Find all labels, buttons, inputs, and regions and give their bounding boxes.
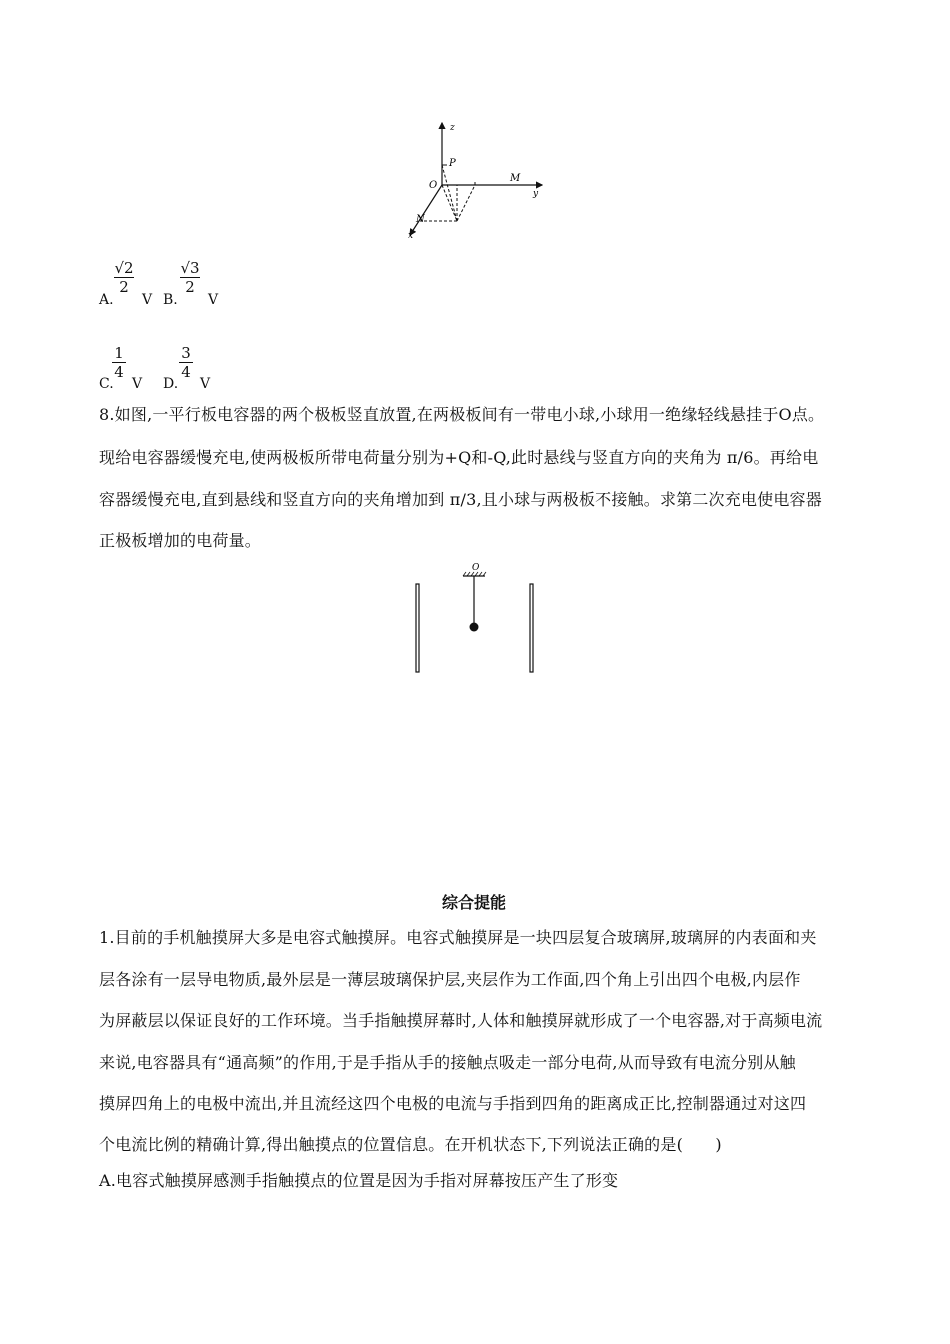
label-o-point: O — [472, 563, 480, 573]
section-question-1-line: 个电流比例的精确计算,得出触摸点的位置信息。在开机状态下,下列说法正确的是( ) — [99, 1135, 722, 1154]
section-title: 综合提能 — [442, 893, 507, 912]
option-b-denominator: 2 — [185, 278, 195, 296]
dashed-line — [457, 185, 475, 221]
charged-ball — [470, 623, 479, 632]
question-8-line: 正极板增加的电荷量。 — [99, 531, 262, 550]
option-a-fraction — [114, 260, 134, 295]
x-axis — [410, 185, 442, 235]
section-question-1-line: 1.目前的手机触摸屏大多是电容式触摸屏。电容式触摸屏是一块四层复合玻璃屏,玻璃屏的内表面和夹 — [99, 928, 817, 947]
option-b-fraction — [180, 260, 200, 295]
option-a-letter: A. — [99, 292, 114, 308]
label-o: O — [429, 180, 438, 191]
question-8-line: 8.如图,一平行板电容器的两个极板竖直放置,在两极板间有一带电小球,小球用一绝缘轻线悬挂于O点。 — [99, 405, 825, 424]
option-b-letter: B. — [163, 292, 178, 308]
label-n: N — [416, 214, 425, 225]
option-d-unit: V — [200, 376, 211, 392]
option-d-letter: D. — [163, 376, 179, 392]
option-a-denominator: 2 — [119, 278, 129, 296]
section-question-1-line: 摸屏四角上的电极中流出,并且流经这四个电极的电流与手指到四角的距离成正比,控制器通过对这四 — [99, 1094, 807, 1113]
label-p: P — [449, 158, 456, 169]
axes-figure — [405, 118, 550, 240]
label-m: M — [510, 173, 521, 184]
option-a-numerator: √2 — [114, 259, 134, 277]
label-y: y — [533, 189, 539, 199]
option-d-numerator: 3 — [181, 344, 191, 362]
section-question-1-line: 层各涂有一层导电物质,最外层是一薄层玻璃保护层,夹层作为工作面,四个角上引出四个电极,内层作 — [99, 970, 801, 989]
question-8-line: 现给电容器缓慢充电,使两极板所带电荷量分别为+Q和-Q,此时悬线与竖直方向的夹角为 π/6。再给电 — [99, 448, 819, 467]
dashed-line — [442, 185, 457, 221]
option-b-unit: V — [208, 292, 219, 308]
label-x: x — [408, 231, 414, 240]
left-plate — [416, 584, 419, 672]
option-c-letter: C. — [99, 376, 114, 392]
option-d-denominator: 4 — [181, 363, 191, 381]
capacitor-figure — [405, 560, 545, 676]
section-question-1-option-a[interactable]: A.电容式触摸屏感测手指触摸点的位置是因为手指对屏幕按压产生了形变 — [99, 1171, 619, 1190]
label-z: z — [450, 123, 455, 133]
option-d-fraction — [179, 345, 193, 380]
question-8-line: 容器缓慢充电,直到悬线和竖直方向的夹角增加到 π/3,且小球与两极板不接触。求第二次充电使电容器 — [99, 490, 822, 509]
option-c-unit: V — [132, 376, 143, 392]
section-question-1-line: 为屏蔽层以保证良好的工作环境。当手指触摸屏幕时,人体和触摸屏就形成了一个电容器,对于高频电流 — [99, 1011, 823, 1030]
right-plate — [530, 584, 533, 672]
option-b-numerator: √3 — [180, 259, 200, 277]
option-a-unit: V — [142, 292, 153, 308]
option-c-denominator: 4 — [114, 363, 124, 381]
option-c-fraction — [112, 345, 126, 380]
section-question-1-line: 来说,电容器具有“通高频”的作用,于是手指从手的接触点吸走一部分电荷,从而导致有电流分别从触 — [99, 1053, 796, 1072]
dashed-line — [442, 165, 457, 221]
option-c-numerator: 1 — [114, 344, 124, 362]
